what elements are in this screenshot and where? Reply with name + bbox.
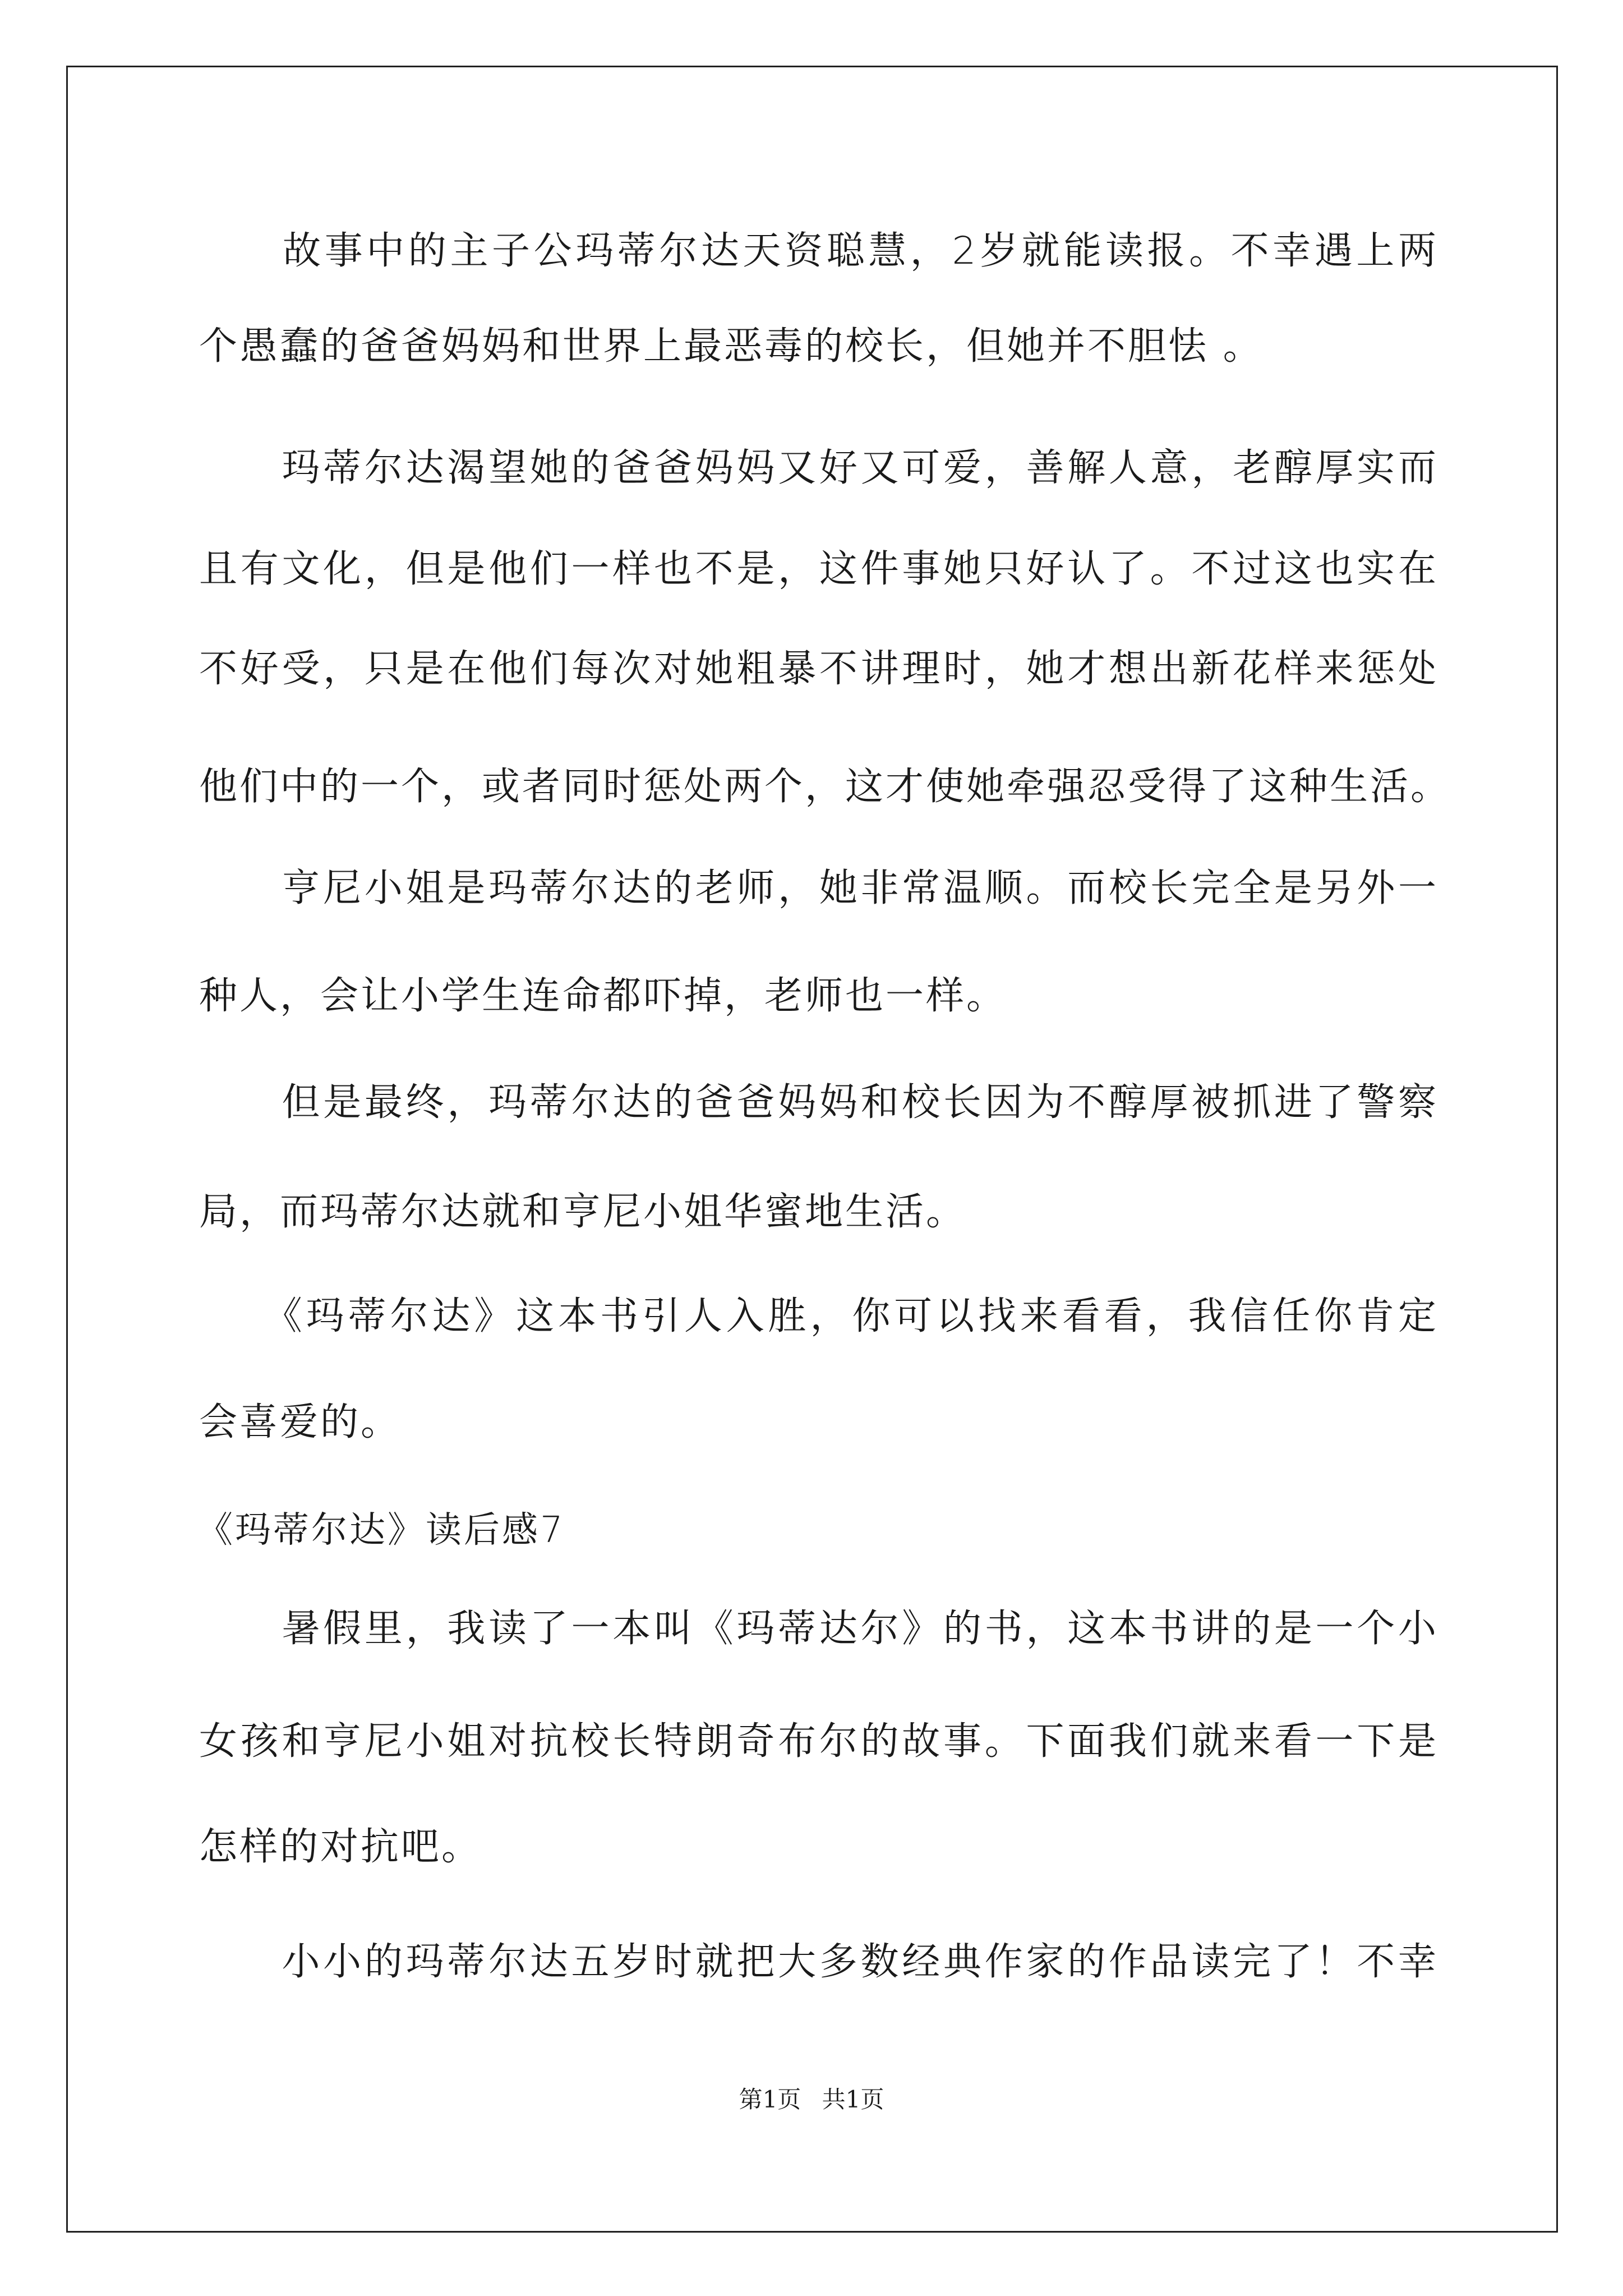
text-line: 个愚蠢的爸爸妈妈和世界上最恶毒的校长，但她并不胆怯 。 xyxy=(199,324,1264,369)
text-line: 会喜爱的。 xyxy=(199,1400,402,1444)
text-line: 暑假里，我读了一本叫《玛蒂达尔》的书，这本书讲的是一个小 xyxy=(199,1607,1438,1651)
text-line: 他们中的一个，或者同时惩处两个，这才使她牵强忍受得了这种生活。 xyxy=(199,765,1451,809)
text-line: 且有文化，但是他们一样也不是，这件事她只好认了。不过这也实在 xyxy=(199,547,1438,591)
text-line: 故事中的主子公玛蒂尔达天资聪慧，2岁就能读报。不幸遇上两 xyxy=(199,229,1438,273)
text-line: 怎样的对抗吧。 xyxy=(199,1825,482,1869)
page-footer xyxy=(0,2086,1623,2114)
page-total: 共1页 xyxy=(822,2086,884,2113)
text-line: 种人，会让小学生连命都吓掉，老师也一样。 xyxy=(199,974,1007,1018)
text-line: 小小的玛蒂尔达五岁时就把大多数经典作家的作品读完了！不幸 xyxy=(199,1940,1438,1984)
text-line: 《玛蒂尔达》这本书引人入胜，你可以找来看看，我信任你肯定 xyxy=(199,1294,1438,1338)
text-line: 亨尼小姐是玛蒂尔达的老师，她非常温顺。而校长完全是另外一 xyxy=(199,866,1438,910)
page-number: 第1页 xyxy=(739,2086,801,2113)
page-border xyxy=(66,66,1558,2233)
text-line: 不好受，只是在他们每次对她粗暴不讲理时，她才想出新花样来惩处 xyxy=(199,647,1438,691)
text-line: 玛蒂尔达渴望她的爸爸妈妈又好又可爱，善解人意，老醇厚实而 xyxy=(199,446,1438,490)
text-line: 局，而玛蒂尔达就和亨尼小姐华蜜地生活。 xyxy=(199,1190,967,1234)
text-line: 但是最终，玛蒂尔达的爸爸妈妈和校长因为不醇厚被抓进了警察 xyxy=(199,1080,1438,1125)
text-line: 女孩和亨尼小姐对抗校长特朗奇布尔的故事。下面我们就来看一下是 xyxy=(199,1719,1438,1764)
section-heading: 《玛蒂尔达》读后感7 xyxy=(197,1510,565,1551)
